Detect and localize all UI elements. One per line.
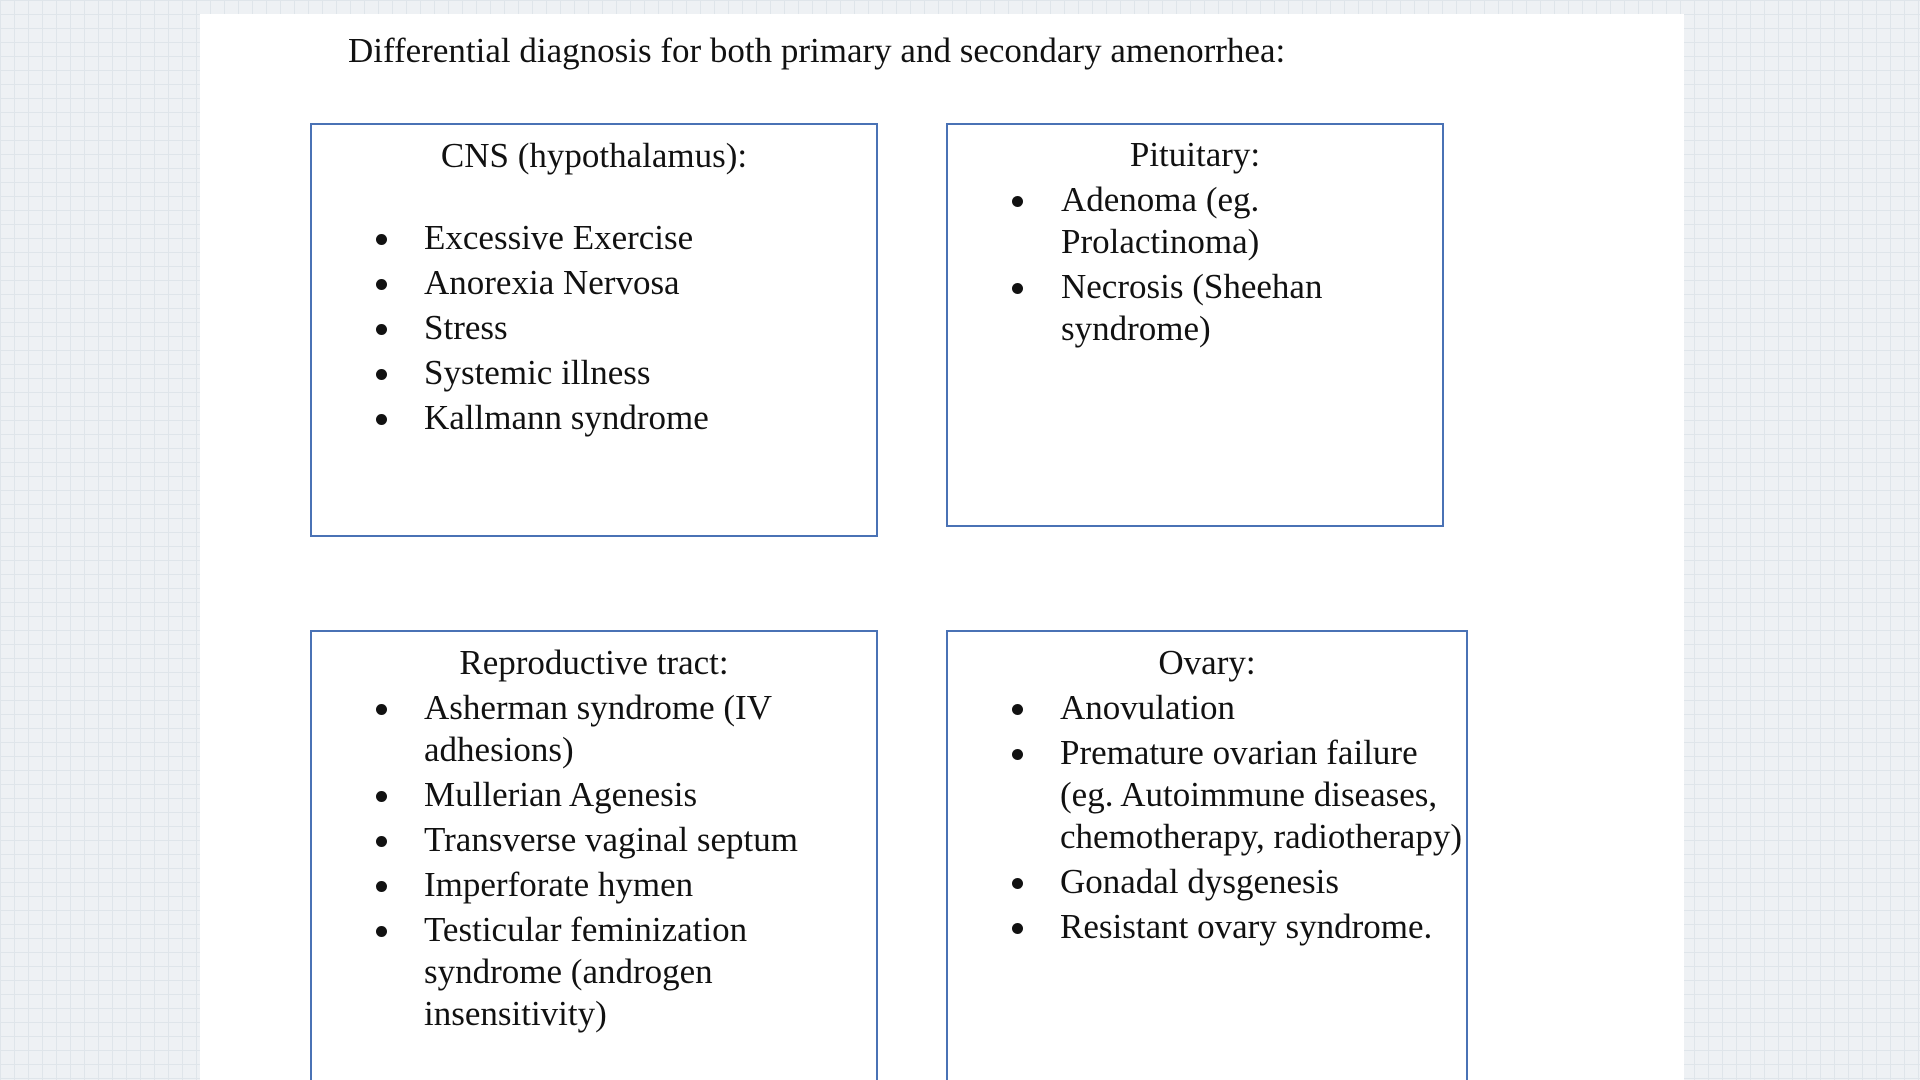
ovary-box	[946, 630, 1468, 1080]
bullet-icon	[376, 926, 387, 937]
reproductive-tract-box	[310, 630, 878, 1080]
list-item-text: Necrosis (Sheehan syndrome)	[1061, 267, 1323, 348]
reproductive-box-title: Reproductive tract:	[459, 643, 729, 682]
list-item	[312, 262, 876, 304]
reproductive-list	[312, 687, 876, 1035]
bullet-icon	[376, 414, 387, 425]
bullet-icon	[376, 279, 387, 290]
list-item	[312, 217, 876, 259]
list-item	[312, 307, 876, 349]
bullet-icon	[1012, 283, 1023, 294]
list-item	[312, 909, 876, 1035]
list-item	[948, 732, 1466, 858]
ovary-box-title: Ovary:	[1158, 643, 1256, 682]
cns-list	[312, 217, 876, 439]
bullet-icon	[376, 836, 387, 847]
list-item-text: Anorexia Nervosa	[424, 263, 680, 302]
list-item-text: Asherman syndrome (IV adhesions)	[424, 688, 772, 769]
bullet-icon	[376, 791, 387, 802]
list-item-text: Kallmann syndrome	[424, 398, 709, 437]
bullet-icon	[1012, 749, 1023, 760]
list-item-text: Mullerian Agenesis	[424, 775, 698, 814]
list-item	[312, 397, 876, 439]
bullet-icon	[1012, 196, 1023, 207]
list-item	[948, 179, 1442, 263]
bullet-icon	[376, 369, 387, 380]
list-item-text: Systemic illness	[424, 353, 651, 392]
slide-heading: Differential diagnosis for both primary and secondary amenorrhea:	[348, 31, 1286, 70]
cns-box-title: CNS (hypothalamus):	[440, 136, 748, 175]
cns-box	[310, 123, 878, 537]
list-item	[312, 774, 876, 816]
list-item-text: Excessive Exercise	[424, 218, 694, 257]
slide	[200, 14, 1684, 1080]
list-item-text: Stress	[424, 308, 508, 347]
list-item-text: Adenoma (eg. Prolactinoma)	[1061, 180, 1260, 261]
list-item	[948, 906, 1466, 948]
bullet-icon	[1012, 704, 1023, 715]
ovary-list	[948, 687, 1466, 948]
list-item	[312, 864, 876, 906]
list-item	[312, 687, 876, 771]
list-item	[948, 687, 1466, 729]
bullet-icon	[1012, 878, 1023, 889]
list-item-text: Resistant ovary syndrome.	[1060, 907, 1433, 946]
list-item	[312, 352, 876, 394]
list-item	[948, 861, 1466, 903]
list-item	[948, 266, 1442, 350]
list-item-text: Transverse vaginal septum	[424, 820, 798, 859]
bullet-icon	[376, 881, 387, 892]
list-item-text: Anovulation	[1060, 688, 1235, 727]
pituitary-box-title: Pituitary:	[1129, 135, 1261, 174]
pituitary-list	[948, 179, 1442, 350]
bullet-icon	[1012, 923, 1023, 934]
list-item-text: Imperforate hymen	[424, 865, 694, 904]
list-item	[312, 819, 876, 861]
bullet-icon	[376, 234, 387, 245]
list-item-text: Gonadal dysgenesis	[1060, 862, 1339, 901]
list-item-text: Testicular feminization syndrome (androgen insensitivity)	[424, 910, 748, 1033]
bullet-icon	[376, 704, 387, 715]
list-item-text: Premature ovarian failure (eg. Autoimmune diseases, chemotherapy, radiotherapy)	[1060, 733, 1462, 856]
pituitary-box	[946, 123, 1444, 527]
bullet-icon	[376, 324, 387, 335]
